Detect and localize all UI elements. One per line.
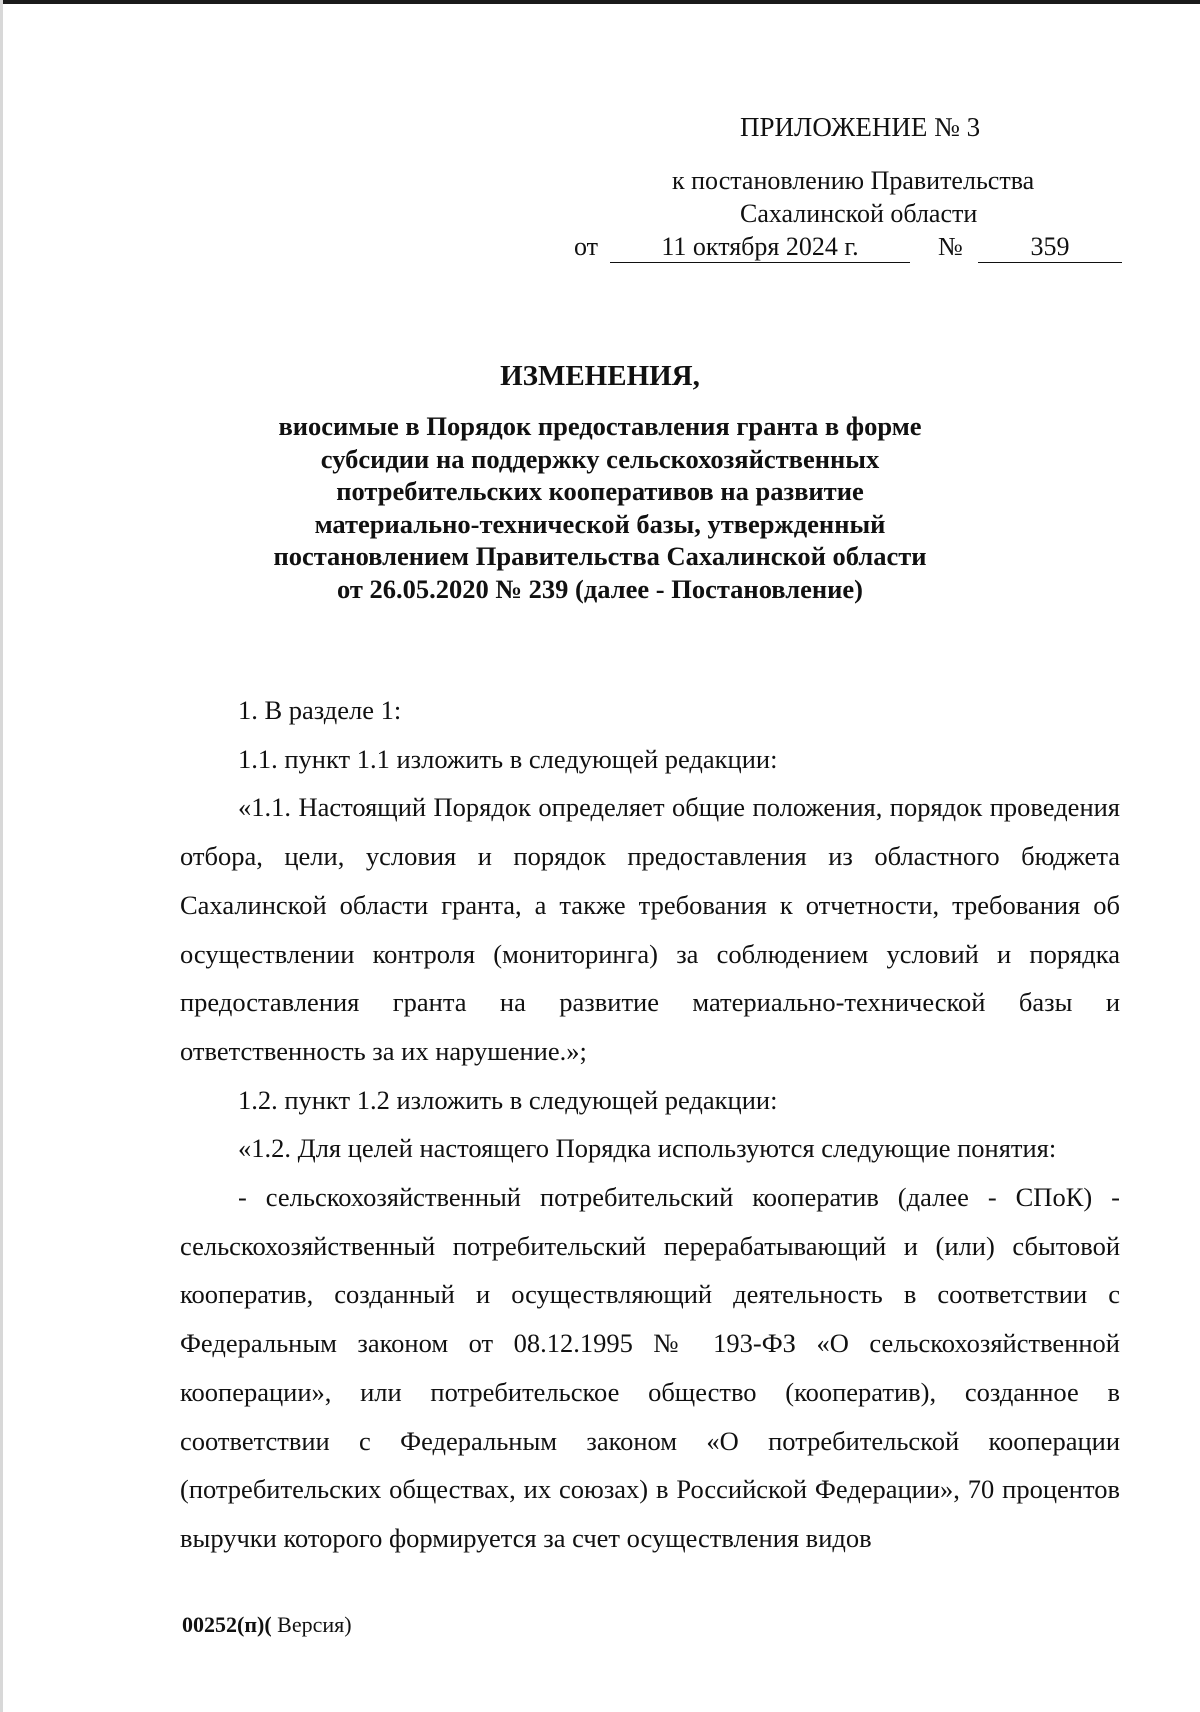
body-paragraph: «1.2. Для целей настоящего Порядка используются следующие понятия: xyxy=(238,1133,1057,1164)
subtitle-line: виосимые в Порядок предоставления гранта в форме xyxy=(278,411,922,441)
decree-number: 359 xyxy=(978,232,1122,263)
body-paragraph: - сельскохозяйственный потребительский кооператив (далее - СПоК) - сельскохозяйственный потребительский перерабатывающий и (или) сбытовой кооператив, созданный и осуществляющий деятельность в соответствии с Федеральным законом от 08.12.1995 № 193-ФЗ «О сельскохозяйственной кооперации», или потребительское общество (кооператив), созданное в соответствии с Федеральным законом «О потребительской кооперации (потребительских обществах, их союзах) в Российской Федерации», 70 процентов выручки которого формируется за счет осуществления видов xyxy=(180,1182,1120,1553)
subtitle-line: субсидии на поддержку сельскохозяйственных xyxy=(320,443,880,474)
subtitle-line: потребительских кооперативов на развитие xyxy=(336,476,864,507)
number-label: № xyxy=(938,232,963,261)
body-paragraph: «1.1. Настоящий Порядок определяет общие положения, порядок проведения отбора, цели, условия и порядок предоставления из областного бюджета Сахалинской области гранта, а также требования к отчетности, требования об осуществлении контроля (мониторинга) за соблюдением условий и порядка предоставления гранта на развитие материально-технической базы и ответственность за их нарушение.»; xyxy=(180,792,1120,1066)
subtitle-line: от 26.05.2020 № 239 (далее - Постановление) xyxy=(336,573,863,604)
document-title: ИЗМЕНЕНИЯ, xyxy=(500,360,700,392)
appendix-label: ПРИЛОЖЕНИЕ № 3 xyxy=(740,112,981,142)
document-subtitle xyxy=(240,410,960,606)
decree-date: 11 октября 2024 г. xyxy=(610,232,910,263)
reference-line-1: к постановлению Правительства xyxy=(672,166,1035,195)
scan-left-border xyxy=(0,0,3,1712)
body-paragraph: 1. В разделе 1: xyxy=(238,695,402,725)
scan-top-border xyxy=(0,0,1200,4)
subtitle-line: постановлением Правительства Сахалинской области xyxy=(273,541,927,572)
reference-line-2: Сахалинской области xyxy=(740,199,978,228)
body-paragraph: 1.1. пункт 1.1 изложить в следующей редакции: xyxy=(238,743,778,774)
reference-date-row xyxy=(574,230,1122,268)
subtitle-line: материально-технической базы, утвержденный xyxy=(314,508,886,539)
document-body xyxy=(180,686,1120,1563)
from-label: от xyxy=(574,232,599,261)
footer-document-code xyxy=(182,1612,352,1638)
footer-version: Версия) xyxy=(271,1612,352,1637)
body-paragraph: 1.2. пункт 1.2 изложить в следующей редакции: xyxy=(238,1084,778,1115)
footer-code: 00252(п)( xyxy=(182,1612,272,1637)
